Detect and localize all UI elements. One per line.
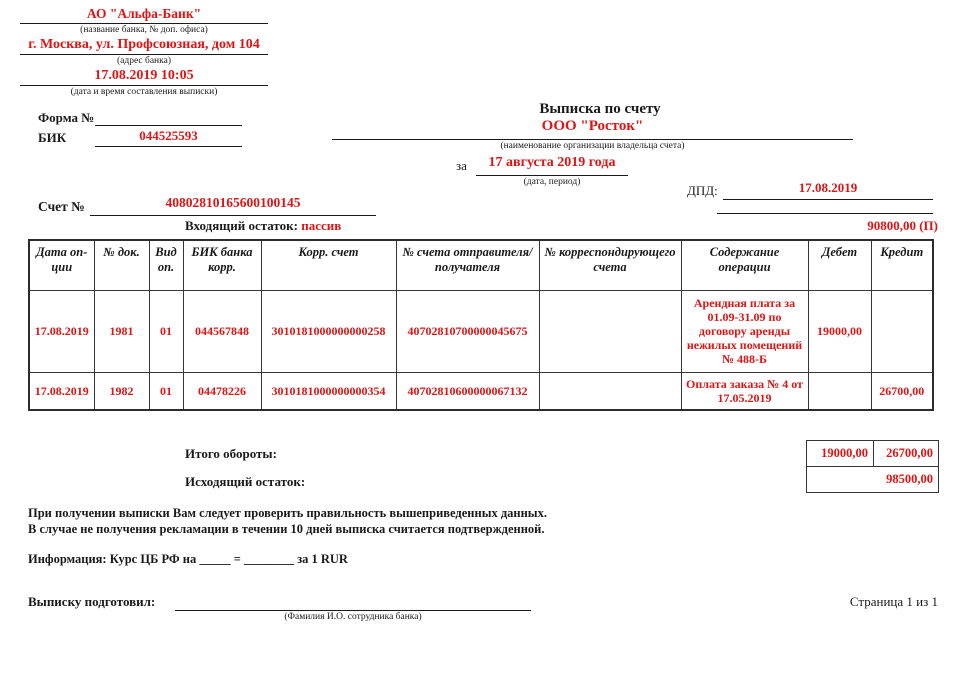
prepared-by-label: Выписку подготовил: xyxy=(28,594,156,609)
col-header-op-type: Вид оп. xyxy=(149,240,183,290)
cell-corr-account xyxy=(539,290,681,372)
col-header-bik: БИК банка корр. xyxy=(183,240,261,290)
outgoing-balance-row xyxy=(807,467,939,493)
statement-datetime-caption: (дата и время составления выписки) xyxy=(70,87,218,97)
cell-description: Арендная плата за 01.09-31.09 по договору аренды нежилых помещений № 488-Б xyxy=(681,290,808,372)
cell-op-type: 01 xyxy=(149,290,183,372)
bank-header-block xyxy=(20,6,268,99)
page-number: Страница 1 из 1 xyxy=(849,594,938,609)
prepared-by-caption: (Фамилия И.О. сотрудника банка) xyxy=(284,612,422,622)
bank-name-caption: (название банка, № доп. офиса) xyxy=(80,25,208,35)
col-header-corr-account: № корреспондирующего счета xyxy=(539,240,681,290)
org-name: ООО "Росток" xyxy=(332,118,853,140)
operations-table xyxy=(28,239,934,411)
bik-value: 044525593 xyxy=(95,128,242,147)
outgoing-balance-amount: 98500,00 xyxy=(807,467,939,493)
notice-block xyxy=(28,505,728,537)
notice-line-1: При получении выписки Вам следует проверить правильность вышеприведенных данных. xyxy=(28,506,547,520)
cell-account: 40702810600000067132 xyxy=(396,372,539,410)
bik-label: БИК xyxy=(38,130,67,145)
period-caption: (дата, период) xyxy=(523,177,581,187)
col-header-debit: Дебет xyxy=(808,240,871,290)
cell-debit xyxy=(808,372,871,410)
table-header-row xyxy=(29,240,933,290)
statement-title: Выписка по счету xyxy=(539,101,661,117)
turnover-debit: 19000,00 xyxy=(807,441,874,467)
period-value: 17 августа 2019 года xyxy=(476,155,628,176)
cell-doc: 1981 xyxy=(94,290,149,372)
org-name-caption: (наименование организации владельца счета) xyxy=(500,141,685,151)
table-row xyxy=(29,372,933,410)
cell-op-type: 01 xyxy=(149,372,183,410)
cell-bik: 04478226 xyxy=(183,372,261,410)
za-label: за xyxy=(456,158,467,173)
cell-account: 40702810700000045675 xyxy=(396,290,539,372)
totals-table xyxy=(806,440,939,493)
forma-label: Форма № xyxy=(38,110,95,125)
prepared-by-blank-line xyxy=(175,591,531,611)
col-header-corr: Корр. счет xyxy=(261,240,396,290)
outgoing-balance-label: Исходящий остаток: xyxy=(185,474,306,489)
incoming-balance-amount: 90800,00 (П) xyxy=(867,218,938,233)
col-header-date: Дата оп-ции xyxy=(29,240,94,290)
col-header-doc: № док. xyxy=(94,240,149,290)
col-header-description: Содержание операции xyxy=(681,240,808,290)
turnover-label: Итого обороты: xyxy=(185,446,277,461)
dpd-value: 17.08.2019 xyxy=(723,180,933,200)
account-number: 40802810165600100145 xyxy=(90,195,376,216)
incoming-balance-row xyxy=(185,218,341,234)
col-header-credit: Кредит xyxy=(871,240,933,290)
account-label: Счет № xyxy=(38,199,85,214)
cell-corr: 3010181000000000258 xyxy=(261,290,396,372)
cell-debit: 19000,00 xyxy=(808,290,871,372)
cell-corr-account xyxy=(539,372,681,410)
turnover-credit: 26700,00 xyxy=(874,441,939,467)
info-line: Информация: Курс ЦБ РФ на _____ = ________ за 1 RUR xyxy=(28,552,348,566)
cell-doc: 1982 xyxy=(94,372,149,410)
table-row xyxy=(29,290,933,372)
turnover-row xyxy=(807,441,939,467)
statement-datetime: 17.08.2019 10:05 xyxy=(20,68,268,86)
incoming-balance-type: пассив xyxy=(301,218,342,233)
cell-credit xyxy=(871,290,933,372)
bank-address: г. Москва, ул. Профсоюзная, дом 104 xyxy=(20,37,268,55)
cell-credit: 26700,00 xyxy=(871,372,933,410)
cell-bik: 044567848 xyxy=(183,290,261,372)
bank-address-caption: (адрес банка) xyxy=(117,56,171,66)
notice-line-2: В случае не получения рекламации в течении 10 дней выписка считается подтвержденной. xyxy=(28,522,545,536)
incoming-balance-label: Входящий остаток: xyxy=(185,218,298,233)
dpd-label: ДПД: xyxy=(687,183,718,198)
bank-name: АО "Альфа-Банк" xyxy=(20,6,268,24)
forma-blank-line xyxy=(95,108,242,126)
cell-date: 17.08.2019 xyxy=(29,372,94,410)
cell-description: Оплата заказа № 4 от 17.05.2019 xyxy=(681,372,808,410)
col-header-account: № счета отправителя/ получателя xyxy=(396,240,539,290)
right-blank-line xyxy=(717,195,933,214)
cell-date: 17.08.2019 xyxy=(29,290,94,372)
cell-corr: 3010181000000000354 xyxy=(261,372,396,410)
